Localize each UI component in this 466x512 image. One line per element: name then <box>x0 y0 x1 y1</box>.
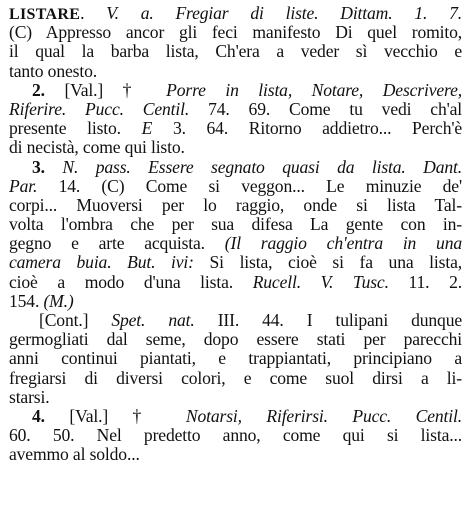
entry-line-24: avemmo al soldo... <box>9 445 140 465</box>
entry-line-21: starsi. <box>9 387 50 407</box>
quotation: camera buia. But. ivi: <box>9 253 194 273</box>
sense-number: 2. <box>32 80 45 100</box>
sense-number: 3. <box>32 157 45 177</box>
quotation: (Il raggio ch'entra in una <box>224 234 462 254</box>
sense-tag: [Val.] † <box>64 80 147 100</box>
entry-line-11: corpi... Muoversi per lo raggio, onde si lista Tal- <box>9 195 462 215</box>
source-abbrev: Spet. nat. <box>111 311 195 330</box>
entry-line-6: Riferire. Pucc. Centil. 74. 69. Come tu vedi ch'al <box>9 99 462 119</box>
source-abbrev: Par. <box>9 176 38 196</box>
entry-line-10: Par. 14. (C) Come si veggon... Le minuzie de' <box>9 176 462 196</box>
entry-line-4: tanto onesto. <box>9 61 97 81</box>
entry-line-9 <box>9 158 462 177</box>
source-abbrev: Rucell. V. Tusc. <box>252 272 389 292</box>
entry-line-19: anni continui piantati, e trappiantati, principiano a <box>9 349 462 369</box>
entry-line-1: LISTARE. V. a. Fregiar di liste. Dittam. 1. 7. <box>9 4 462 23</box>
entry-line-7: presente listo. E 3. 64. Ritorno addietro... Perch'è <box>9 119 462 139</box>
entry-line-8: di necistà, come qui listo. <box>9 138 185 158</box>
definition: N. pass. Essere segnato quasi da lista. Dant. <box>62 157 462 177</box>
definition: V. a. Fregiar di liste. Dittam. 1. 7. <box>106 4 462 23</box>
entry-line-5 <box>9 81 462 100</box>
headword: LISTARE <box>9 6 81 23</box>
entry-line-17: [Cont.] Spet. nat. III. 44. I tulipani dunque <box>39 311 462 330</box>
entry-line-13: gegno e arte acquista. (Il raggio ch'entra in una <box>9 234 462 254</box>
source-abbrev: (M.) <box>43 291 74 311</box>
entry-line-12: volta l'ombra che per sua difesa La gente con in- <box>9 215 462 235</box>
definition: Riferire. Pucc. Centil. <box>9 99 190 119</box>
sense-tag: [Val.] † <box>69 406 162 426</box>
definition: Notarsi, Riferirsi. Pucc. Centil. <box>185 406 462 426</box>
entry-line-3: il qual la barba lista, Ch'era a veder sì vecchio e <box>9 42 462 62</box>
entry-line-23: 60. 50. Nel predetto anno, come qui si lista... <box>9 426 462 446</box>
entry-line-22 <box>9 407 462 426</box>
entry-line-2: (C) Appresso ancor gli feci manifesto Di quel romito, <box>9 23 462 43</box>
entry-line-15: cioè a modo d'una lista. Rucell. V. Tusc. 11. 2. <box>9 272 462 292</box>
sense-tag: [Cont.] <box>39 311 89 330</box>
sense-number: 4. <box>32 406 45 426</box>
entry-line-14: camera buia. But. ivi: Si lista, cioè si fa una lista, <box>9 253 462 273</box>
definition: Porre in lista, Notare, Descrivere, <box>166 80 462 100</box>
entry-line-18: germogliati dal seme, dopo essere stati per parecchi <box>9 330 462 350</box>
source-abbrev: E <box>141 119 153 139</box>
entry-line-20: fregiarsi di diversi colori, e come suol dirsi a li- <box>9 368 462 388</box>
entry-line-16: 154. (M.) <box>9 291 74 311</box>
